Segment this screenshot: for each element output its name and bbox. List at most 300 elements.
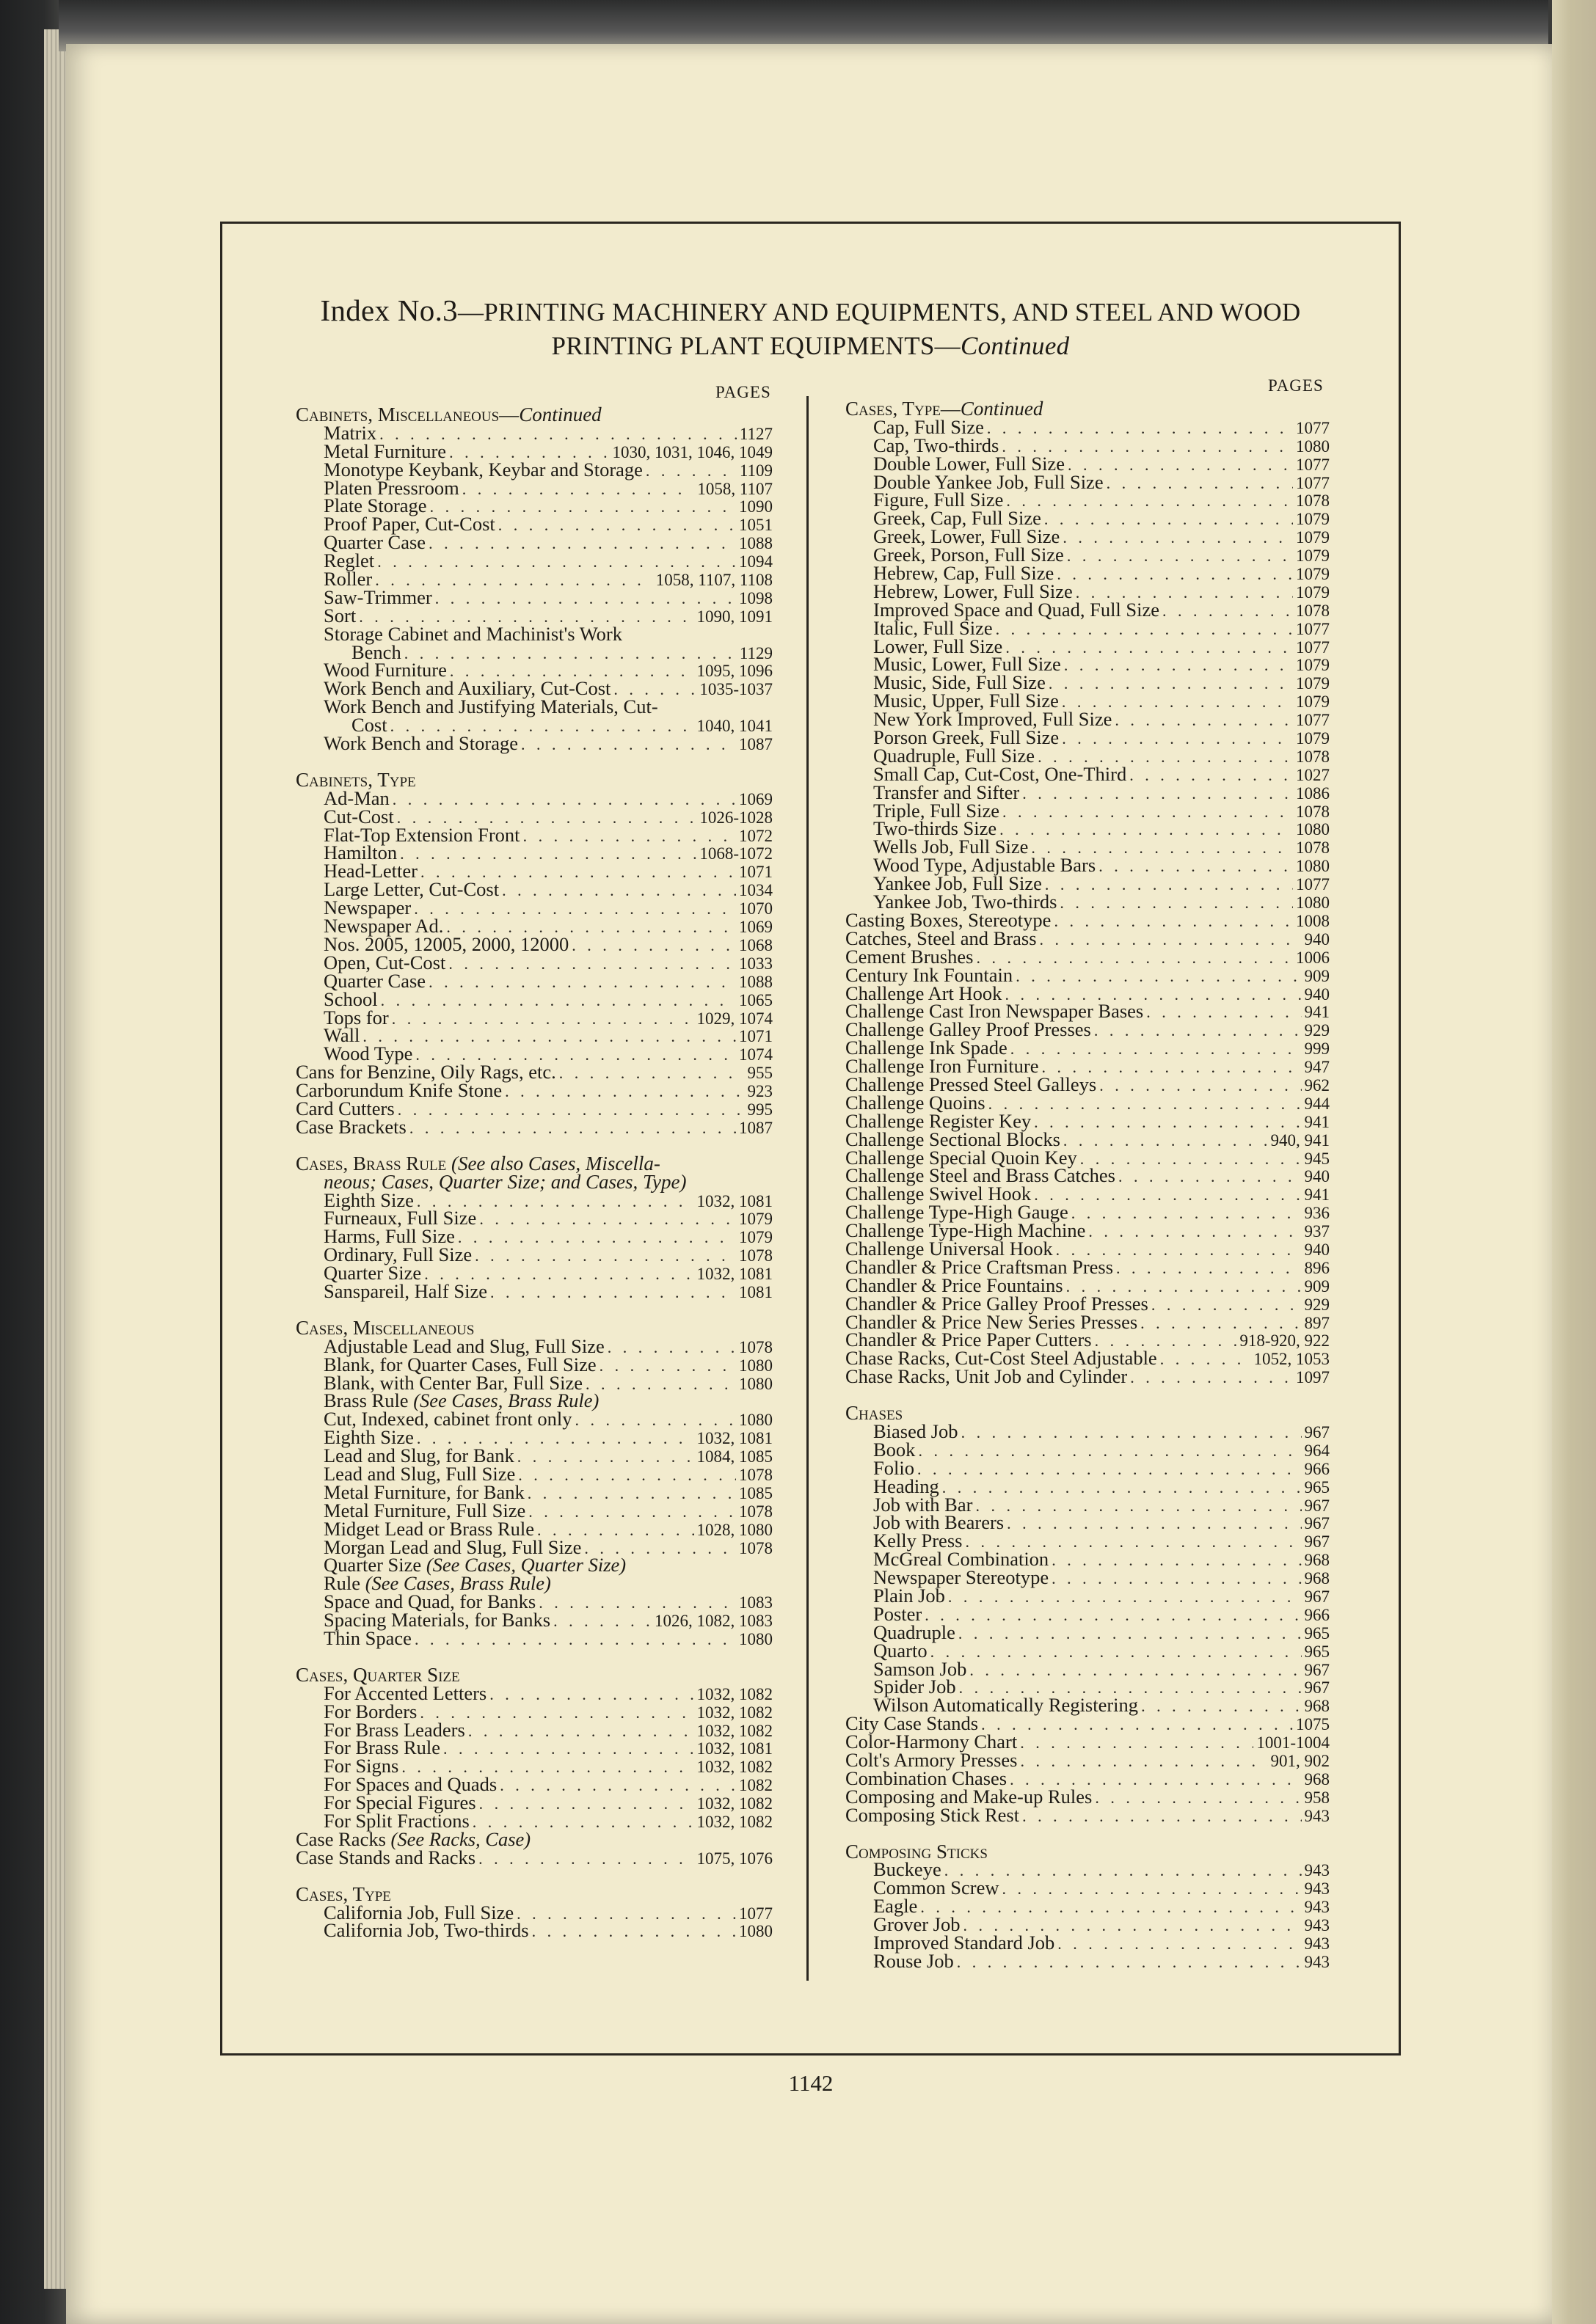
dot-leader	[498, 516, 736, 535]
entry-label: Proof Paper, Cut-Cost	[324, 513, 495, 536]
dot-leader	[1115, 712, 1293, 730]
cross-reference: (See Cases, Quarter Size)	[426, 1554, 627, 1576]
page-reference: 1034	[739, 881, 773, 900]
page-reference: 1032, 1082	[696, 1703, 773, 1722]
entry-label: Blank, with Center Bar, Full Size	[324, 1371, 583, 1394]
page-reference: 1078	[1296, 802, 1330, 821]
dot-leader	[1160, 1351, 1251, 1369]
page-reference: 958	[1304, 1788, 1330, 1807]
entry-label: Composing Stick Rest	[845, 1803, 1020, 1826]
page-reference: 940	[1304, 1167, 1330, 1186]
page-reference: 966	[1304, 1605, 1330, 1624]
dot-leader	[1151, 1296, 1302, 1315]
index-subentry	[845, 616, 1330, 639]
page-reference: 962	[1304, 1075, 1330, 1095]
dot-leader	[489, 1686, 693, 1704]
dot-leader	[448, 955, 736, 973]
index-subentry	[296, 805, 773, 827]
dot-leader	[415, 1631, 736, 1649]
section-heading	[296, 1882, 773, 1905]
entry-label: Century Ink Fountain	[845, 963, 1013, 986]
dot-leader	[1007, 1515, 1301, 1533]
entry-label: Wood Furniture	[324, 659, 447, 682]
entry-label: Spacing Materials, for Banks	[324, 1609, 551, 1631]
entry-label: Biased Job	[873, 1419, 958, 1442]
entry-label: Harms, Full Size	[324, 1225, 455, 1248]
entry-label: Challenge Art Hook	[845, 982, 1002, 1004]
entry-label: Improved Space and Quad, Full Size	[873, 598, 1160, 621]
page-reference: 1097	[1296, 1368, 1330, 1387]
dot-leader	[523, 827, 736, 846]
entry-label: Job with Bar	[873, 1493, 973, 1516]
entry-label: Brass Rule	[324, 1389, 409, 1412]
dot-leader	[528, 1503, 736, 1521]
page-reference: 1030, 1031, 1046, 1049	[612, 442, 773, 461]
dot-leader	[987, 420, 1293, 438]
dot-leader	[502, 882, 736, 900]
entry-label: Roller	[324, 568, 373, 591]
cross-reference: (See Racks, Case)	[390, 1827, 531, 1850]
entry-label: Newspaper	[324, 896, 412, 919]
entry-label: Flat-Top Extension Front	[324, 823, 520, 846]
page-reference: 1079	[1296, 547, 1330, 566]
dot-leader	[1141, 1698, 1301, 1716]
page-number: 1142	[788, 2070, 834, 2096]
page-reference: 943	[1304, 1806, 1330, 1825]
page-reference: 1068-1072	[699, 844, 773, 863]
heading-label: Cases, Miscellaneous	[296, 1316, 475, 1339]
page-reference: 1077	[1296, 711, 1330, 730]
page-reference: 965	[1304, 1623, 1330, 1642]
page-reference: 1006	[1296, 948, 1330, 967]
index-subentry	[845, 436, 1330, 455]
page-reference: 1078	[1296, 492, 1330, 511]
dot-leader	[1045, 876, 1293, 894]
entry-label: Adjustable Lead and Slug, Full Size	[324, 1334, 605, 1357]
entry-label: Chandler & Price Galley Proof Presses	[845, 1292, 1148, 1315]
entry-label: Matrix	[324, 421, 377, 444]
heading-label: Cases, Type—	[845, 398, 961, 420]
dot-leader	[1130, 1369, 1293, 1387]
dot-leader	[917, 1461, 1302, 1479]
index-entry	[296, 1115, 773, 1138]
heading-note: Continued	[960, 398, 1043, 420]
index-subentry	[296, 585, 773, 608]
dot-leader	[608, 1339, 736, 1357]
cross-reference: (See Cases, Brass Rule)	[365, 1572, 551, 1595]
index-subentry	[296, 1517, 773, 1540]
dot-leader	[1049, 675, 1293, 693]
dot-leader	[1063, 1132, 1268, 1150]
page-reference: 940	[1304, 1240, 1330, 1259]
dot-leader	[479, 1795, 694, 1813]
entry-label: Furneaux, Full Size	[324, 1207, 477, 1229]
entry-label: For Special Figures	[324, 1791, 476, 1814]
dot-leader	[1022, 1808, 1301, 1826]
page-reference: 1081	[739, 1282, 773, 1301]
entry-label: Italic, Full Size	[873, 616, 993, 639]
entry-label: Book	[873, 1438, 916, 1461]
entry-label: Challenge Iron Furniture	[845, 1055, 1039, 1078]
page-reference: 1079	[1296, 729, 1330, 748]
dot-leader	[458, 1229, 736, 1247]
page-reference: 1032, 1081	[696, 1739, 773, 1758]
entry-label: Space and Quad, for Banks	[324, 1590, 536, 1613]
dot-leader	[930, 1643, 1302, 1662]
page-reference: 941	[1304, 1003, 1330, 1022]
dot-leader	[1057, 1935, 1301, 1954]
page-reference: 1079	[739, 1228, 773, 1247]
page-reference: 1069	[739, 918, 773, 937]
entry-label: Music, Lower, Full Size	[873, 653, 1061, 676]
entry-label: Large Letter, Cut-Cost	[324, 878, 500, 901]
page-reference: 943	[1304, 1916, 1330, 1935]
index-subentry	[296, 1700, 773, 1722]
page-reference: 965	[1304, 1477, 1330, 1497]
page-reference: 1065	[739, 990, 773, 1009]
dot-leader	[1099, 1077, 1301, 1095]
page-reference: 968	[1304, 1551, 1330, 1570]
index-subentry	[845, 598, 1330, 621]
dot-leader	[414, 900, 736, 918]
page-reference: 947	[1304, 1058, 1330, 1077]
dot-leader	[988, 1095, 1302, 1114]
entry-label: Challenge Sectional Blocks	[845, 1128, 1060, 1150]
entry-label: For Borders	[324, 1700, 418, 1722]
page-reference: 1078	[1296, 838, 1330, 858]
entry-label: Nos. 2005, 12005, 2000, 12000	[324, 932, 569, 955]
dot-leader	[920, 1899, 1301, 1917]
next-page-edge	[1552, 0, 1596, 2324]
index-subentry	[845, 1949, 1330, 1972]
entry-label: Case Brackets	[296, 1115, 407, 1138]
dot-leader	[1006, 492, 1293, 511]
page-reference: 1077	[1296, 637, 1330, 657]
dot-leader	[961, 1424, 1302, 1442]
entry-label: Plain Job	[873, 1585, 945, 1607]
entry-label: Lead and Slug, Full Size	[324, 1462, 516, 1485]
dot-leader	[362, 1028, 736, 1046]
page-reference: 1032, 1082	[696, 1721, 773, 1740]
entry-label: Greek, Cap, Full Size	[873, 507, 1041, 530]
entry-label: Sanspareil, Half Size	[324, 1279, 487, 1302]
entry-label: Greek, Porson, Full Size	[873, 544, 1064, 566]
entry-label: California Job, Full Size	[324, 1901, 514, 1923]
dot-leader	[475, 1247, 736, 1265]
entry-label: Hamilton	[324, 841, 398, 864]
dot-leader	[505, 1083, 744, 1101]
title-line-1	[220, 293, 1401, 329]
heading-label: Cases, Brass Rule	[296, 1152, 447, 1174]
dot-leader	[1107, 475, 1293, 493]
dot-leader	[1040, 931, 1302, 949]
dot-leader	[1060, 894, 1293, 913]
index-entry	[845, 1109, 1330, 1132]
dot-leader	[398, 1101, 745, 1119]
entry-label: Bench	[351, 640, 401, 663]
page-reference: 896	[1304, 1258, 1330, 1277]
dot-leader	[1044, 511, 1293, 529]
entry-label: For Split Fractions	[324, 1810, 470, 1832]
entry-label: Grover Job	[873, 1913, 961, 1936]
dot-leader	[600, 1357, 736, 1375]
index-subentry	[845, 452, 1330, 475]
page-reference: 923	[747, 1082, 773, 1101]
page-reference: 943	[1304, 1898, 1330, 1917]
page-reference: 1090, 1091	[696, 607, 773, 626]
page-reference: 1078	[1296, 747, 1330, 766]
index-subentry	[296, 622, 773, 645]
entry-label: Card Cutters	[296, 1097, 395, 1119]
index-subentry	[845, 1620, 1330, 1643]
entry-label: Work Bench and Storage	[324, 732, 518, 755]
page-reference: 1052, 1053	[1253, 1350, 1330, 1369]
page-reference: 955	[747, 1064, 773, 1083]
entry-label: Cap, Two-thirds	[873, 434, 999, 456]
entry-label: Tops for	[324, 1006, 389, 1028]
entry-label: Common Screw	[873, 1877, 999, 1899]
page-reference: 968	[1304, 1697, 1330, 1716]
page-reference: 1077	[1296, 875, 1330, 894]
page-reference: 1075	[1296, 1715, 1330, 1734]
dot-leader	[409, 1119, 736, 1138]
page-reference: 909	[1304, 1276, 1330, 1296]
entry-label: For Signs	[324, 1755, 399, 1777]
page-reference: 1078	[739, 1538, 773, 1557]
dot-leader	[517, 1905, 736, 1923]
dot-leader	[1088, 1223, 1301, 1241]
page-reference: 943	[1304, 1861, 1330, 1880]
dot-leader	[1020, 1734, 1253, 1753]
dot-leader	[400, 845, 696, 863]
page-reference: 1058, 1107, 1108	[655, 571, 773, 590]
entry-label: Wood Type	[324, 1042, 413, 1065]
page-reference: 909	[1304, 966, 1330, 985]
page-reference: 1058, 1107	[697, 479, 773, 498]
entry-label: Wilson Automatically Registering	[873, 1694, 1139, 1717]
entry-label: Challenge Swivel Hook	[845, 1183, 1032, 1205]
page-reference: 1098	[739, 588, 773, 607]
page-reference: 1079	[1296, 528, 1330, 547]
page-reference: 918-920, 922	[1239, 1331, 1330, 1351]
index-subentry	[845, 1477, 1330, 1496]
dot-leader	[975, 1497, 1301, 1516]
page-reference: 1033	[739, 954, 773, 973]
dot-leader	[958, 1625, 1302, 1643]
dot-leader	[532, 1923, 736, 1941]
dot-leader	[1054, 913, 1293, 931]
entry-label: Combination Chases	[845, 1766, 1007, 1789]
entry-label: Folio	[873, 1456, 914, 1479]
entry-label: Challenge Galley Proof Presses	[845, 1018, 1091, 1041]
entry-label: Rouse Job	[873, 1949, 954, 1972]
dot-leader	[392, 1010, 694, 1028]
index-subentry	[296, 1499, 773, 1521]
index-subentry	[296, 987, 773, 1010]
page-reference: 1008	[1296, 911, 1330, 930]
page-reference: 1029, 1074	[696, 1009, 773, 1028]
dot-leader	[1052, 1570, 1301, 1588]
page-reference: 1079	[1296, 674, 1330, 693]
dot-leader	[1063, 529, 1293, 547]
entry-label: Music, Upper, Full Size	[873, 690, 1059, 712]
page-reference: 1082	[739, 1776, 773, 1795]
index-subentry	[296, 439, 773, 462]
entry-label: Wall	[324, 1024, 360, 1047]
dot-leader	[381, 992, 736, 1010]
page-reference: 1077	[1296, 619, 1330, 638]
dot-leader	[490, 1284, 736, 1302]
page-reference: 1079	[1296, 510, 1330, 529]
page-reference: 940	[1304, 984, 1330, 1004]
page-reference: 1075, 1076	[696, 1849, 773, 1868]
title-prefix: Index No.	[320, 293, 443, 327]
page-reference: 1070	[739, 899, 773, 918]
dot-leader	[1140, 1315, 1301, 1333]
dot-leader	[528, 1485, 736, 1503]
index-entry	[845, 1091, 1330, 1114]
dot-leader	[948, 1588, 1302, 1607]
dot-leader	[1020, 1753, 1267, 1771]
entry-label: Open, Cut-Cost	[324, 951, 446, 973]
entry-label: Ordinary, Full Size	[324, 1243, 473, 1266]
dot-leader	[1095, 1789, 1301, 1808]
page-reference: 1080	[739, 1411, 773, 1430]
entry-label: Porson Greek, Full Size	[873, 726, 1060, 749]
index-subentry	[296, 604, 773, 626]
entry-label: Job with Bearers	[873, 1511, 1005, 1534]
page-reference: 1078	[1296, 601, 1330, 620]
page-reference: 943	[1304, 1879, 1330, 1899]
entry-label: Figure, Full Size	[873, 489, 1004, 511]
page-reference: 1001-1004	[1256, 1733, 1330, 1753]
entry-label: Composing and Make-up Rules	[845, 1785, 1093, 1808]
page-reference: 1074	[739, 1045, 773, 1064]
entry-label: Cans for Benzine, Oily Rags, etc.	[296, 1061, 556, 1084]
entry-label: Quadruple	[873, 1620, 955, 1643]
page-reference: 940	[1304, 929, 1330, 949]
page-reference: 1080	[1296, 436, 1330, 456]
heading-label: Composing Sticks	[845, 1840, 988, 1863]
page-reference: 1032, 1081	[696, 1429, 773, 1448]
index-subentry	[296, 1681, 773, 1704]
page-reference: 1095, 1096	[696, 662, 773, 681]
entry-label: For Brass Rule	[324, 1736, 440, 1759]
entry-label: Reglet	[324, 549, 375, 572]
dot-leader	[1052, 1552, 1301, 1570]
page-reference: 1079	[1296, 565, 1330, 584]
page-reference: 967	[1304, 1587, 1330, 1606]
entry-label: Chandler & Price Paper Cutters	[845, 1329, 1092, 1351]
page-reference: 967	[1304, 1532, 1330, 1552]
page-reference: 1032, 1082	[696, 1813, 773, 1832]
page-reference: 967	[1304, 1678, 1330, 1698]
entry-label: Case Racks	[296, 1827, 386, 1850]
page-reference: 1072	[739, 826, 773, 845]
page-reference: 1109	[739, 461, 773, 480]
entry-label: Spider Job	[873, 1676, 956, 1698]
entry-label: Two-thirds Size	[873, 817, 997, 840]
entry-label: Double Lower, Full Size	[873, 452, 1065, 475]
entry-label: Head-Letter	[324, 860, 418, 883]
entry-label: Platen Pressroom	[324, 476, 459, 499]
index-subentry	[296, 951, 773, 973]
index-subentry	[296, 1353, 773, 1375]
entry-label: For Accented Letters	[324, 1681, 487, 1704]
dot-leader	[981, 1716, 1293, 1734]
dot-leader	[435, 590, 736, 608]
page-reference: 1040, 1041	[696, 717, 773, 736]
dot-leader	[553, 1612, 652, 1631]
entry-label: Eighth Size	[324, 1188, 414, 1211]
dot-leader	[1010, 1040, 1302, 1059]
entry-label: Quarter Case	[324, 531, 426, 554]
index-entry	[845, 1276, 1330, 1295]
entry-label: Chandler & Price Craftsman Press	[845, 1255, 1114, 1278]
index-entry	[845, 1130, 1330, 1149]
index-subentry	[845, 1438, 1330, 1461]
dot-leader	[1071, 1205, 1302, 1223]
page-reference: 1032, 1082	[696, 1794, 773, 1813]
page-reference: 1080	[1296, 820, 1330, 839]
page-reference: 1094	[739, 552, 773, 571]
index-subentry	[845, 1419, 1330, 1442]
entry-label: Quarter Size	[324, 1554, 422, 1576]
index-column-right	[845, 400, 1330, 1970]
entry-label: Plate Storage	[324, 494, 427, 517]
page-reference: 1127	[739, 424, 773, 443]
dot-leader	[1098, 858, 1293, 876]
page-reference: 1080	[739, 1374, 773, 1393]
page-reference: 1085	[739, 1483, 773, 1502]
index-subentry	[296, 458, 773, 480]
dot-leader	[539, 1594, 736, 1612]
page-reference: 967	[1304, 1514, 1330, 1533]
heading-label: Cabinets, Miscellaneous—	[296, 403, 520, 425]
page-reference: 1086	[1296, 783, 1330, 803]
dot-leader	[1094, 1022, 1302, 1040]
index-subentry	[296, 1334, 773, 1357]
page-reference: 1069	[739, 789, 773, 808]
page-reference: 1032, 1081	[696, 1191, 773, 1210]
page-reference: 944	[1304, 1094, 1330, 1113]
page-reference: 964	[1304, 1441, 1330, 1460]
entry-label: Cut, Indexed, cabinet front only	[324, 1408, 572, 1430]
dot-leader	[976, 949, 1293, 968]
dot-leader	[918, 1442, 1301, 1461]
entry-label: Chandler & Price Fountains	[845, 1274, 1063, 1296]
index-subentry	[296, 969, 773, 992]
dot-leader	[957, 1954, 1302, 1972]
entry-label: Yankee Job, Full Size	[873, 872, 1042, 895]
page-reference: 1035-1037	[699, 680, 773, 699]
entry-label: Transfer and Sifter	[873, 781, 1020, 803]
dot-leader	[478, 1850, 693, 1868]
entry-label: Quadruple, Full Size	[873, 744, 1035, 767]
entry-label: Morgan Lead and Slug, Full Size	[324, 1535, 582, 1558]
page-reference: 929	[1304, 1295, 1330, 1314]
dot-leader	[429, 535, 736, 553]
dot-leader	[521, 736, 736, 754]
entry-label: Double Yankee Job, Full Size	[873, 470, 1104, 493]
entry-label: Chase Racks, Cut-Cost Steel Adjustable	[845, 1347, 1157, 1370]
page-reference: 1032, 1081	[696, 1265, 773, 1284]
entry-label: Monotype Keybank, Keybar and Storage	[324, 458, 643, 480]
page-reference: 1032, 1082	[696, 1684, 773, 1703]
dot-leader	[1002, 1880, 1302, 1899]
entry-label: Work Bench and Auxiliary, Cut-Cost	[324, 677, 611, 700]
entry-label: Cost	[351, 714, 387, 737]
